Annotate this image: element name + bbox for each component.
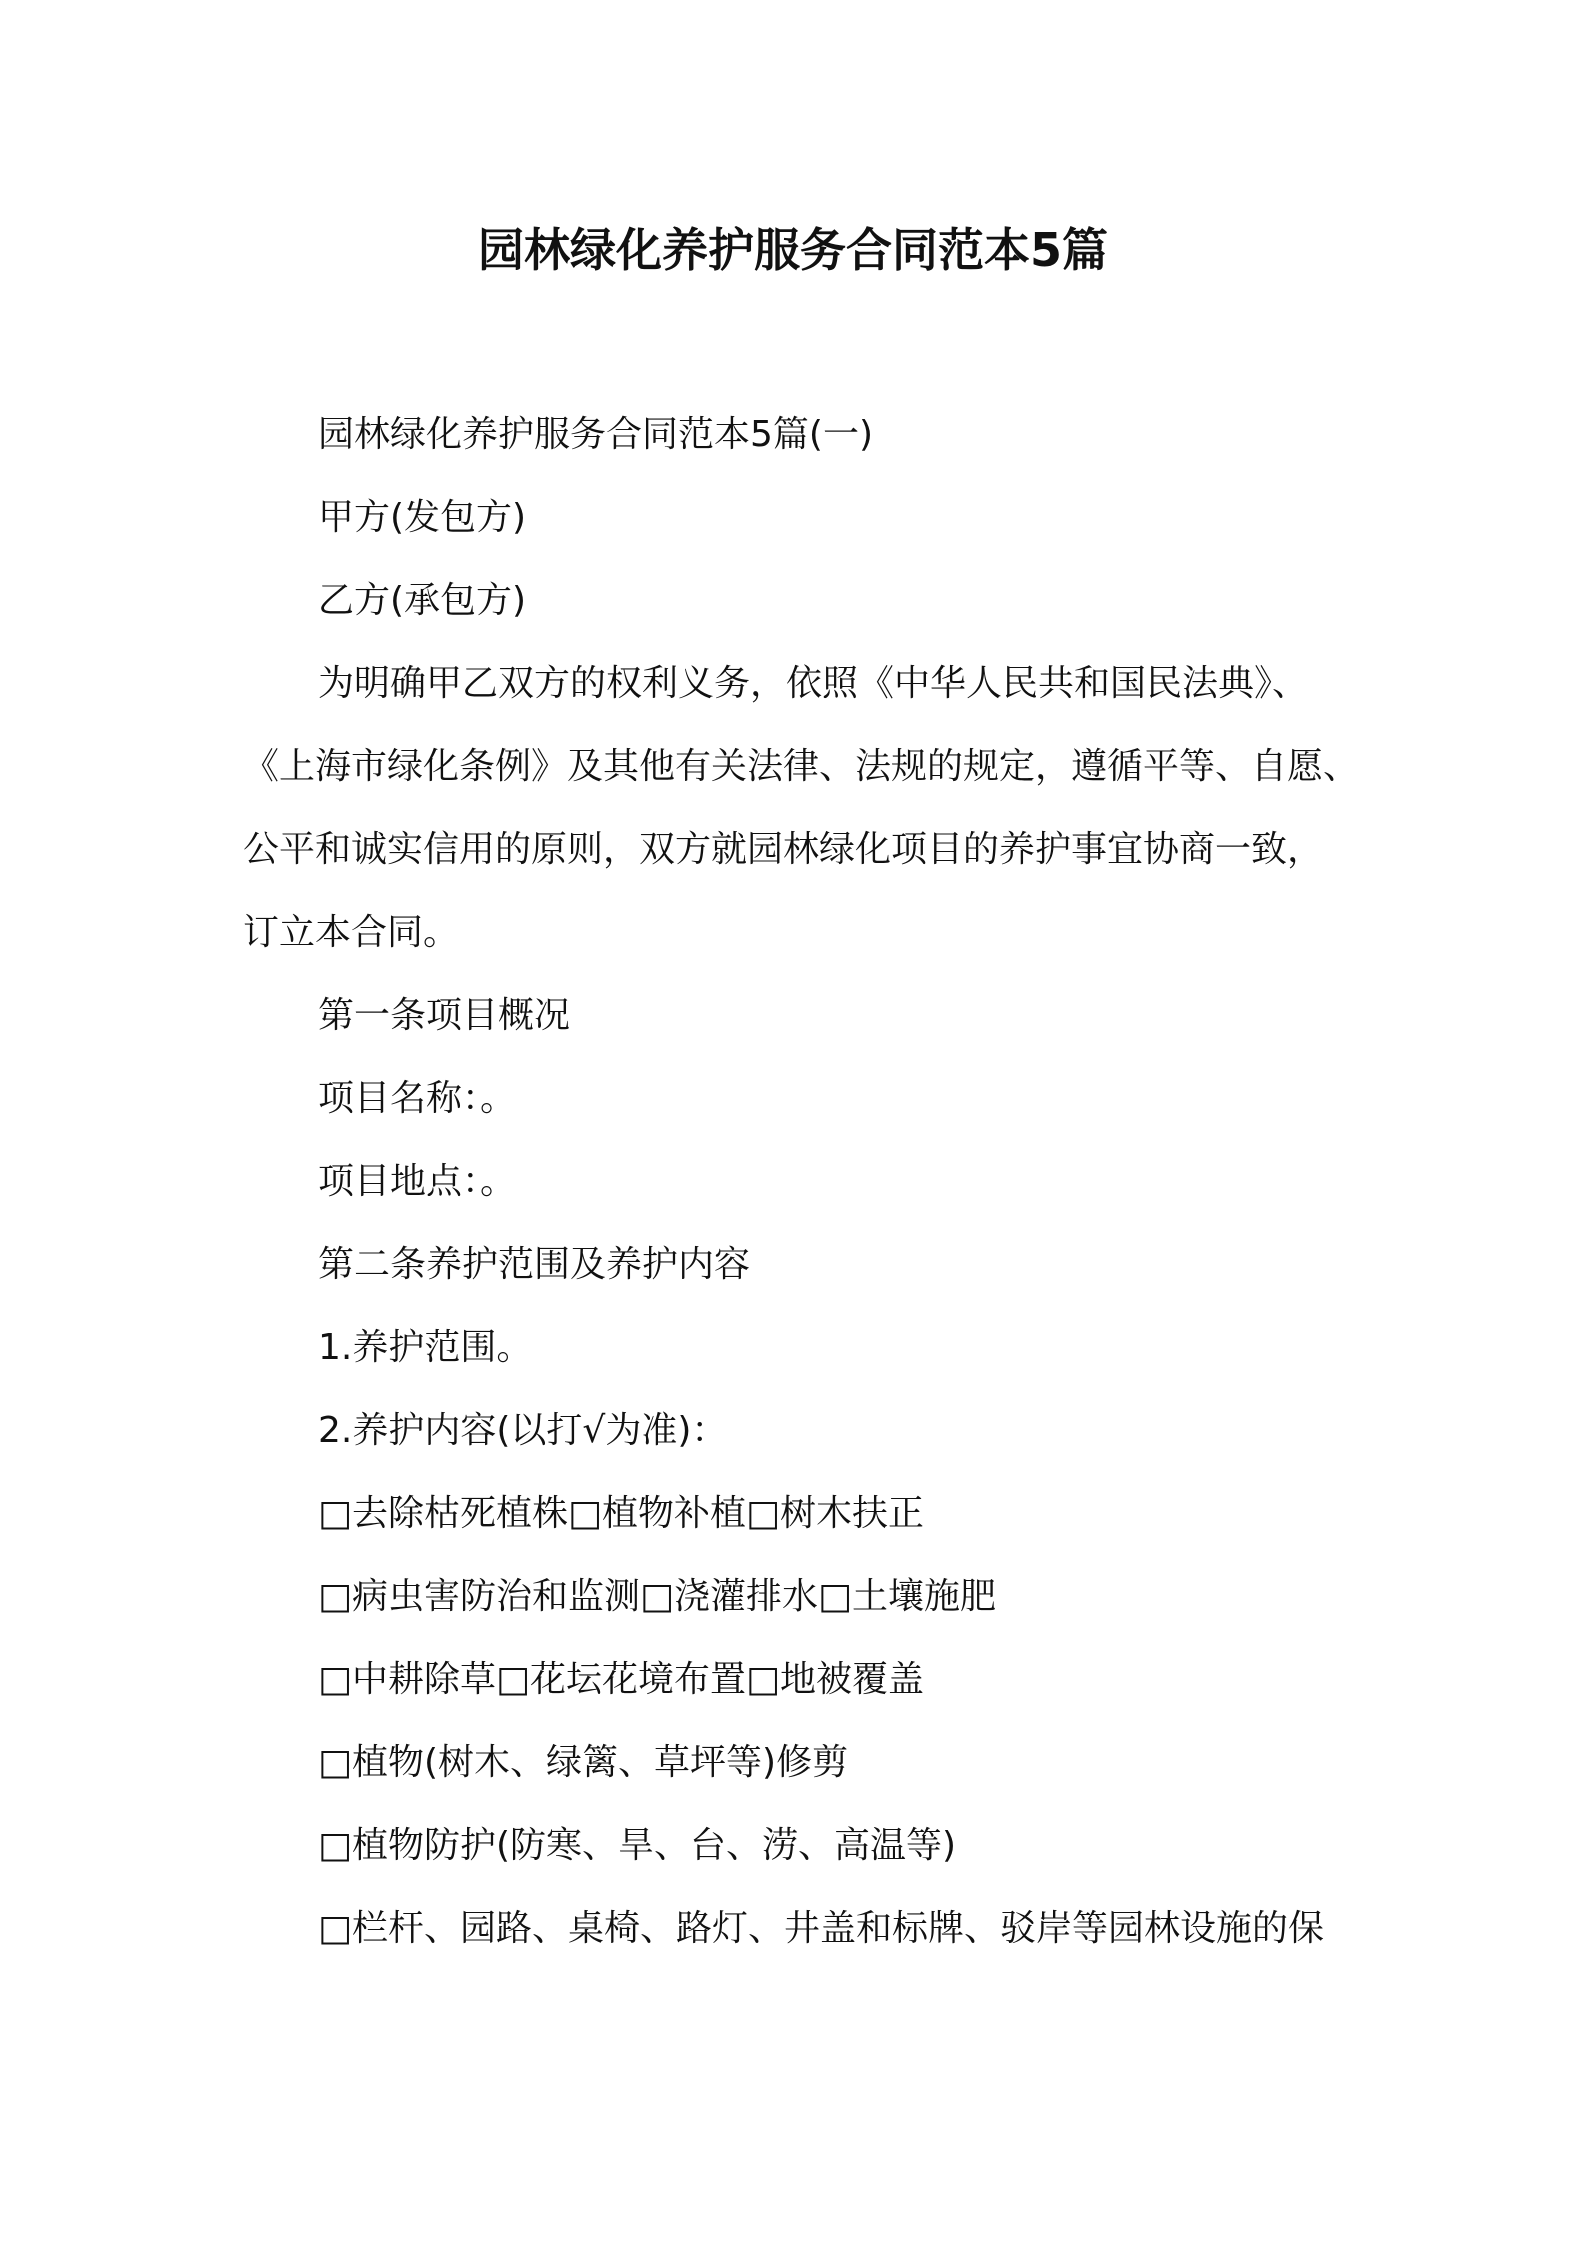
document-title: 园林绿化养护服务合同范本5篇 — [477, 223, 1108, 277]
checkbox-line: □去除枯死植株□植物补植□树木扶正 — [318, 1493, 925, 1534]
checkbox-line: □中耕除草□花坛花境布置□地被覆盖 — [318, 1659, 925, 1700]
paragraph-line: 为明确甲乙双方的权利义务，依照《中华人民共和国民法典》、 — [318, 663, 1309, 704]
list-item: 2.养护内容(以打√为准)： — [318, 1410, 728, 1451]
checkbox-line: □病虫害防治和监测□浇灌排水□土壤施肥 — [318, 1576, 997, 1617]
section-heading: 园林绿化养护服务合同范本5篇(一) — [318, 414, 873, 455]
party-a-line: 甲方(发包方) — [318, 497, 527, 538]
project-name-line: 项目名称：。 — [318, 1078, 517, 1119]
checkbox-line: □栏杆、园路、桌椅、路灯、井盖和标牌、驳岸等园林设施的保 — [318, 1908, 1325, 1949]
checkbox-line: □植物防护(防寒、旱、台、涝、高温等) — [318, 1825, 957, 1866]
article-heading: 第一条项目概况 — [318, 995, 571, 1036]
list-item: 1.养护范围。 — [318, 1327, 533, 1368]
paragraph-line: 《上海市绿化条例》及其他有关法律、法规的规定，遵循平等、自愿、 — [243, 746, 1360, 787]
paragraph-line: 订立本合同。 — [243, 912, 460, 953]
paragraph-line: 公平和诚实信用的原则，双方就园林绿化项目的养护事宜协商一致， — [243, 829, 1324, 870]
article-heading: 第二条养护范围及养护内容 — [318, 1244, 751, 1285]
project-location-line: 项目地点：。 — [318, 1161, 517, 1202]
party-b-line: 乙方(承包方) — [318, 580, 527, 621]
checkbox-line: □植物(树木、绿篱、草坪等)修剪 — [318, 1742, 849, 1783]
